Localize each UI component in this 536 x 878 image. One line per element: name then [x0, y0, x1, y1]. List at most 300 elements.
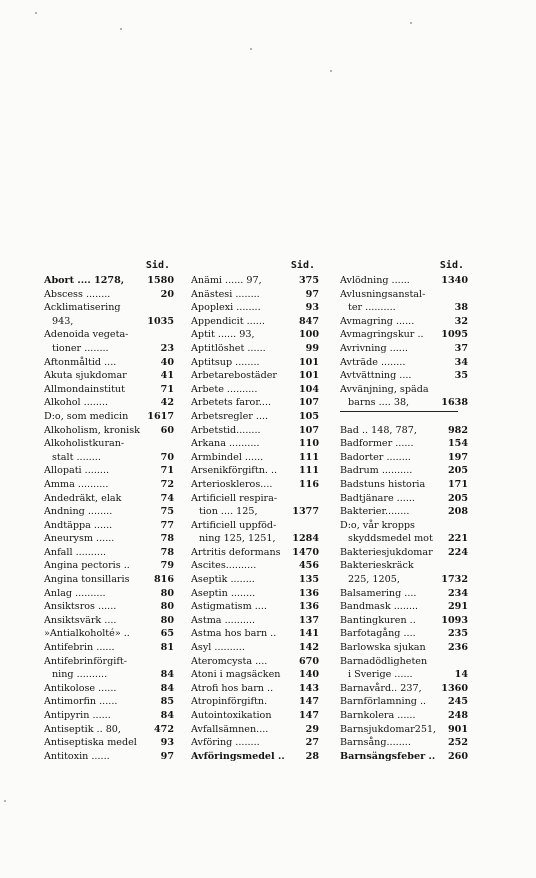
entry-term: Ansiktsros ......	[44, 601, 117, 613]
index-entry	[191, 274, 319, 288]
entry-term: Barnkolera ......	[340, 710, 416, 721]
index-entry	[340, 736, 468, 750]
entry-term: Barnavård.. 237,	[340, 682, 422, 694]
entry-page-numbers: 104	[298, 383, 319, 395]
entry-page-numbers: 93	[160, 737, 174, 749]
index-entry	[44, 587, 174, 601]
entry-term: Barnsång........	[340, 737, 411, 749]
entry-term: Amma ..........	[44, 478, 109, 490]
entry-page-numbers: 75	[160, 506, 174, 518]
entry-page-numbers: 100	[298, 329, 319, 341]
index-entry	[44, 559, 174, 573]
entry-page-numbers: 171	[447, 478, 468, 490]
entry-term: Badstuns historia	[340, 478, 426, 490]
entry-page-numbers: 670	[298, 655, 319, 667]
entry-term: Barnförlamning ..	[340, 696, 427, 708]
index-entry	[191, 342, 319, 356]
entry-term: Anfall ..........	[44, 546, 107, 558]
entry-page-numbers: 84	[160, 710, 174, 721]
entry-page-numbers: 34	[454, 356, 468, 368]
entry-page-numbers: 42	[160, 397, 174, 409]
entry-term: Abscess ........	[44, 288, 111, 300]
entry-term: Asyl ..........	[191, 642, 245, 654]
entry-page-numbers: 111	[298, 465, 319, 477]
entry-term: Aptitsup ........	[191, 356, 260, 368]
entry-page-numbers: 205	[447, 465, 468, 477]
entry-term: Andedräkt, elak	[44, 492, 122, 504]
index-entry	[44, 315, 174, 329]
index-entry	[44, 573, 174, 587]
entry-term: Andning ........	[44, 506, 113, 518]
index-entry	[340, 451, 468, 465]
paper-speck	[120, 28, 122, 30]
entry-page-numbers: 1377	[292, 506, 319, 518]
entry-term: Akuta sjukdomar	[44, 370, 127, 382]
index-entry	[191, 369, 319, 383]
entry-term: Badformer ......	[340, 438, 414, 450]
entry-term: Arterioskleros....	[191, 478, 273, 490]
index-entry	[340, 682, 468, 696]
index-entry	[340, 315, 468, 329]
entry-page-numbers: 1580	[147, 275, 174, 286]
entry-term: Avrivning ......	[340, 342, 408, 354]
entry-term: Abort .... 1278,	[44, 275, 125, 286]
entry-page-numbers: 28	[305, 750, 319, 762]
index-entry	[44, 424, 174, 438]
index-entry	[340, 396, 468, 410]
entry-term: Antifebrin ......	[44, 642, 115, 654]
entry-term: Avmagring ......	[340, 315, 415, 327]
entry-page-numbers: 260	[447, 750, 468, 762]
entry-term: Artificiell uppföd-	[191, 519, 277, 531]
entry-term: Barnsjukdomar251,	[340, 723, 437, 735]
entry-term: Bad .. 148, 787,	[340, 424, 417, 436]
entry-page-numbers: 101	[298, 370, 319, 382]
index-entry	[44, 695, 174, 709]
entry-term: Anästesi ........	[191, 288, 260, 300]
entry-term: barns .... 38,	[348, 397, 410, 409]
entry-term: Arbetsregler ....	[191, 410, 269, 422]
entry-page-numbers: 81	[160, 642, 174, 654]
entry-term: 225, 1205,	[348, 574, 400, 586]
index-entry	[340, 546, 468, 560]
index-entry	[44, 301, 174, 315]
entry-page-numbers: 105	[298, 410, 319, 422]
entry-term: Avvänjning, späda	[340, 383, 429, 395]
entry-page-numbers: 816	[153, 574, 174, 586]
entry-term: Aptitlöshet ......	[191, 342, 266, 354]
entry-term: Apoplexi ........	[191, 302, 261, 314]
entry-page-numbers: 27	[305, 737, 319, 749]
index-entry	[340, 274, 468, 288]
index-entry	[340, 614, 468, 628]
entry-term: Ascites..........	[191, 560, 257, 572]
entry-page-numbers: 101	[298, 356, 319, 368]
entry-page-numbers: 142	[298, 642, 319, 654]
entry-page-numbers: 147	[298, 696, 319, 708]
entry-page-numbers: 1470	[292, 546, 319, 558]
index-entry	[44, 655, 174, 669]
entry-page-numbers: 77	[160, 519, 174, 531]
entry-page-numbers: 136	[298, 601, 319, 613]
entry-page-numbers: 234	[447, 587, 468, 599]
index-column-3	[340, 258, 468, 763]
paper-speck	[250, 48, 252, 50]
index-entry	[44, 356, 174, 370]
entry-page-numbers: 93	[305, 302, 319, 314]
index-entry	[44, 478, 174, 492]
index-entry	[340, 288, 468, 302]
index-entry	[191, 478, 319, 492]
section-divider	[340, 410, 468, 424]
entry-term: Antiseptik .. 80,	[44, 723, 121, 735]
entry-page-numbers: 74	[160, 492, 174, 504]
index-entry	[340, 437, 468, 451]
entry-page-numbers: 1638	[441, 397, 468, 409]
entry-term: Arkana ..........	[191, 438, 260, 450]
index-entry	[44, 369, 174, 383]
entry-page-numbers: 71	[160, 465, 174, 477]
index-entry	[44, 682, 174, 696]
entry-page-numbers: 84	[160, 669, 174, 681]
entry-page-numbers: 78	[160, 533, 174, 545]
index-entry	[191, 682, 319, 696]
index-entry	[340, 478, 468, 492]
entry-term: D:o, som medicin	[44, 410, 129, 422]
entry-page-numbers: 245	[447, 696, 468, 708]
entry-term: Arbetarebostäder	[191, 370, 277, 382]
index-entry	[340, 587, 468, 601]
index-entry	[191, 505, 319, 519]
entry-page-numbers: 252	[447, 737, 468, 749]
index-entry	[44, 410, 174, 424]
entry-term: ter ..........	[348, 302, 396, 314]
entry-term: Antiseptiska medel	[44, 737, 137, 749]
entry-page-numbers: 140	[298, 669, 319, 681]
index-entry	[191, 614, 319, 628]
index-entry	[340, 695, 468, 709]
index-entry	[191, 750, 319, 764]
entry-page-numbers: 84	[160, 682, 174, 694]
entry-term: Bakterier........	[340, 506, 410, 518]
entry-page-numbers: 456	[298, 560, 319, 572]
entry-term: Allmondainstitut	[44, 383, 125, 395]
index-entry	[44, 396, 174, 410]
entry-term: Bandmask ........	[340, 601, 419, 613]
entry-term: Antitoxin ......	[44, 750, 110, 762]
index-entry	[340, 356, 468, 370]
entry-page-numbers: 1732	[441, 574, 468, 586]
entry-page-numbers: 23	[160, 342, 174, 354]
index-entry	[191, 464, 319, 478]
entry-page-numbers: 116	[298, 478, 319, 490]
entry-page-numbers: 70	[160, 451, 174, 463]
index-entry	[340, 519, 468, 533]
entry-page-numbers: 107	[298, 424, 319, 436]
entry-page-numbers: 80	[160, 614, 174, 626]
index-entry	[44, 600, 174, 614]
index-entry	[44, 437, 174, 451]
entry-term: Artritis deformans	[191, 546, 281, 558]
index-entry	[340, 559, 468, 573]
entry-term: Angina tonsillaris	[44, 574, 130, 586]
entry-term: 943,	[52, 315, 74, 327]
index-entry	[44, 668, 174, 682]
index-entry	[44, 492, 174, 506]
column-header: Sid.	[290, 260, 315, 271]
entry-page-numbers: 41	[160, 370, 174, 382]
entry-page-numbers: 1093	[441, 614, 468, 626]
entry-page-numbers: 141	[298, 628, 319, 640]
index-entry	[340, 328, 468, 342]
index-entry	[44, 342, 174, 356]
entry-term: Avlödning ......	[340, 275, 410, 286]
index-entry	[44, 288, 174, 302]
entry-term: Astma hos barn ..	[191, 628, 277, 640]
entry-page-numbers: 248	[447, 710, 468, 721]
index-entry	[44, 614, 174, 628]
index-entry	[44, 274, 174, 288]
entry-term: Alkohol ........	[44, 397, 109, 409]
entry-page-numbers: 291	[447, 601, 468, 613]
entry-term: Atoni i magsäcken	[191, 669, 281, 681]
index-entry	[44, 750, 174, 764]
index-entry	[340, 369, 468, 383]
index-entry	[44, 451, 174, 465]
entry-term: Anlag ..........	[44, 587, 106, 599]
entry-page-numbers: 847	[298, 315, 319, 327]
entry-term: Alkoholism, kronisk	[44, 424, 140, 436]
index-entry	[340, 750, 468, 764]
entry-term: i Sverige ......	[348, 669, 413, 681]
entry-page-numbers: 80	[160, 587, 174, 599]
entry-page-numbers: 97	[305, 288, 319, 300]
entry-page-numbers: 79	[160, 560, 174, 572]
entry-term: Balsamering ....	[340, 587, 417, 599]
index-entry	[340, 641, 468, 655]
index-entry	[340, 505, 468, 519]
index-entry	[191, 451, 319, 465]
entry-term: Bakterieskräck	[340, 560, 414, 572]
entry-page-numbers: 221	[447, 533, 468, 545]
paper-speck	[4, 800, 6, 802]
entry-term: skyddsmedel mot	[348, 533, 433, 545]
entry-term: Avföringsmedel ..	[191, 750, 285, 762]
entry-page-numbers: 38	[454, 302, 468, 314]
index-entry	[44, 505, 174, 519]
entry-page-numbers: 136	[298, 587, 319, 599]
entry-term: Antifebrinförgift-	[44, 655, 128, 667]
entry-page-numbers: 147	[298, 710, 319, 721]
column-header: Sid.	[145, 260, 170, 271]
entry-term: tioner ........	[52, 342, 109, 354]
index-entry	[191, 641, 319, 655]
index-entry	[44, 519, 174, 533]
entry-page-numbers: 14	[454, 669, 468, 681]
index-entry	[340, 668, 468, 682]
entry-term: Avtvättning ....	[340, 370, 412, 382]
entry-page-numbers: 197	[447, 451, 468, 463]
index-column-2	[191, 258, 319, 763]
entry-term: Arbetstid........	[191, 424, 261, 436]
entry-term: Autointoxikation	[191, 710, 272, 721]
entry-term: Antikolose ......	[44, 682, 117, 694]
entry-page-numbers: 99	[305, 342, 319, 354]
entry-term: Atropinförgiftn.	[191, 696, 268, 708]
entry-page-numbers: 135	[298, 574, 319, 586]
index-entry	[44, 464, 174, 478]
entry-page-numbers: 40	[160, 356, 174, 368]
entry-page-numbers: 982	[447, 424, 468, 436]
entry-page-numbers: 137	[298, 614, 319, 626]
entry-term: Atrofi hos barn ..	[191, 682, 274, 694]
entry-term: Aneurysm ......	[44, 533, 115, 545]
entry-page-numbers: 235	[447, 628, 468, 640]
entry-page-numbers: 901	[447, 723, 468, 735]
index-entry	[340, 383, 468, 397]
entry-term: Avmagringskur ..	[340, 329, 424, 341]
entry-page-numbers: 1284	[292, 533, 319, 545]
entry-page-numbers: 1095	[441, 329, 468, 341]
entry-term: Barnadödligheten	[340, 655, 428, 667]
index-entry	[191, 492, 319, 506]
paper-speck	[35, 12, 37, 14]
entry-term: Ansiktsvärk ....	[44, 614, 117, 626]
index-entry	[44, 736, 174, 750]
index-entry	[340, 424, 468, 438]
entry-term: Adenoida vegeta-	[44, 329, 129, 341]
index-entry	[340, 627, 468, 641]
index-entry	[191, 546, 319, 560]
entry-term: »Antialkoholté» ..	[44, 628, 130, 640]
entry-list	[340, 274, 468, 763]
entry-term: Barnsängsfeber ..	[340, 750, 436, 762]
index-entry	[44, 723, 174, 737]
index-entry	[191, 328, 319, 342]
entry-page-numbers: 1340	[441, 275, 468, 286]
entry-term: Avträde ........	[340, 356, 406, 368]
entry-term: Avlusningsanstal-	[340, 288, 426, 300]
entry-page-numbers: 1035	[147, 315, 174, 327]
index-entry	[191, 559, 319, 573]
entry-page-numbers: 60	[160, 424, 174, 436]
entry-page-numbers: 236	[447, 642, 468, 654]
index-entry	[191, 573, 319, 587]
entry-page-numbers: 375	[298, 275, 319, 286]
index-entry	[44, 546, 174, 560]
entry-page-numbers: 35	[454, 370, 468, 382]
entry-term: Antipyrin ......	[44, 710, 111, 721]
entry-term: Aptit ...... 93,	[191, 329, 255, 341]
entry-term: Ateromcysta ....	[191, 655, 268, 667]
entry-term: Badtjänare ......	[340, 492, 415, 504]
entry-term: Artificiell respira-	[191, 492, 278, 504]
entry-term: Badrum ..........	[340, 465, 413, 477]
entry-term: Armbindel ......	[191, 451, 264, 463]
entry-term: Barlowska sjukan	[340, 642, 426, 654]
entry-page-numbers: 154	[447, 438, 468, 450]
entry-page-numbers: 80	[160, 601, 174, 613]
paper-speck	[410, 22, 412, 24]
entry-term: Allopati ........	[44, 465, 110, 477]
entry-term: Arbete ..........	[191, 383, 258, 395]
entry-page-numbers: 78	[160, 546, 174, 558]
index-entry	[340, 492, 468, 506]
entry-term: Astigmatism ....	[191, 601, 267, 613]
index-entry	[340, 301, 468, 315]
index-entry	[191, 301, 319, 315]
entry-term: Anämi ...... 97,	[191, 275, 262, 286]
index-column-1	[44, 258, 174, 763]
entry-term: Andtäppa ......	[44, 519, 113, 531]
index-entry	[44, 383, 174, 397]
entry-page-numbers: 20	[160, 288, 174, 300]
entry-term: Arsenikförgiftn. ..	[191, 465, 278, 477]
entry-page-numbers: 110	[298, 438, 319, 450]
index-entry	[191, 356, 319, 370]
entry-term: Avföring ........	[191, 737, 260, 749]
entry-term: Aseptik ........	[191, 574, 255, 586]
index-entry	[191, 668, 319, 682]
index-entry	[340, 723, 468, 737]
entry-term: Aseptin ........	[191, 587, 256, 599]
entry-term: Appendicit ......	[191, 315, 265, 327]
index-entry	[191, 424, 319, 438]
index-entry	[191, 410, 319, 424]
entry-page-numbers: 72	[160, 478, 174, 490]
index-entry	[191, 532, 319, 546]
entry-page-numbers: 1360	[441, 682, 468, 694]
index-entry	[340, 709, 468, 723]
index-entry	[340, 532, 468, 546]
index-entry	[44, 627, 174, 641]
entry-page-numbers: 472	[153, 723, 174, 735]
index-entry	[340, 600, 468, 614]
index-entry	[191, 315, 319, 329]
index-entry	[340, 342, 468, 356]
entry-page-numbers: 71	[160, 383, 174, 395]
entry-list	[44, 274, 174, 763]
entry-page-numbers: 143	[298, 682, 319, 694]
entry-page-numbers: 37	[454, 342, 468, 354]
entry-term: Arbetets faror....	[191, 397, 272, 409]
entry-page-numbers: 97	[160, 750, 174, 762]
index-entry	[44, 709, 174, 723]
entry-term: Avfallsämnen....	[191, 723, 269, 735]
index-entry	[340, 573, 468, 587]
entry-term: tion .... 125,	[199, 506, 258, 518]
index-entry	[44, 328, 174, 342]
column-header: Sid.	[439, 260, 464, 271]
entry-term: stalt ........	[52, 451, 101, 463]
entry-term: Bakteriesjukdomar	[340, 546, 433, 558]
entry-page-numbers: 111	[298, 451, 319, 463]
entry-term: Bantingkuren ..	[340, 614, 416, 626]
entry-term: ning 125, 1251,	[199, 533, 276, 545]
entry-term: Acklimatisering	[44, 302, 121, 314]
index-entry	[191, 627, 319, 641]
entry-term: D:o, vår kropps	[340, 519, 415, 531]
entry-term: Badorter ........	[340, 451, 411, 463]
entry-page-numbers: 85	[160, 696, 174, 708]
entry-page-numbers: 65	[160, 628, 174, 640]
entry-page-numbers: 107	[298, 397, 319, 409]
entry-term: Aftonmåltid ....	[44, 356, 117, 368]
entry-term: Alkoholistkuran-	[44, 438, 125, 450]
index-entry	[191, 519, 319, 533]
entry-term: Angina pectoris ..	[44, 560, 130, 572]
divider-rule	[340, 411, 458, 412]
